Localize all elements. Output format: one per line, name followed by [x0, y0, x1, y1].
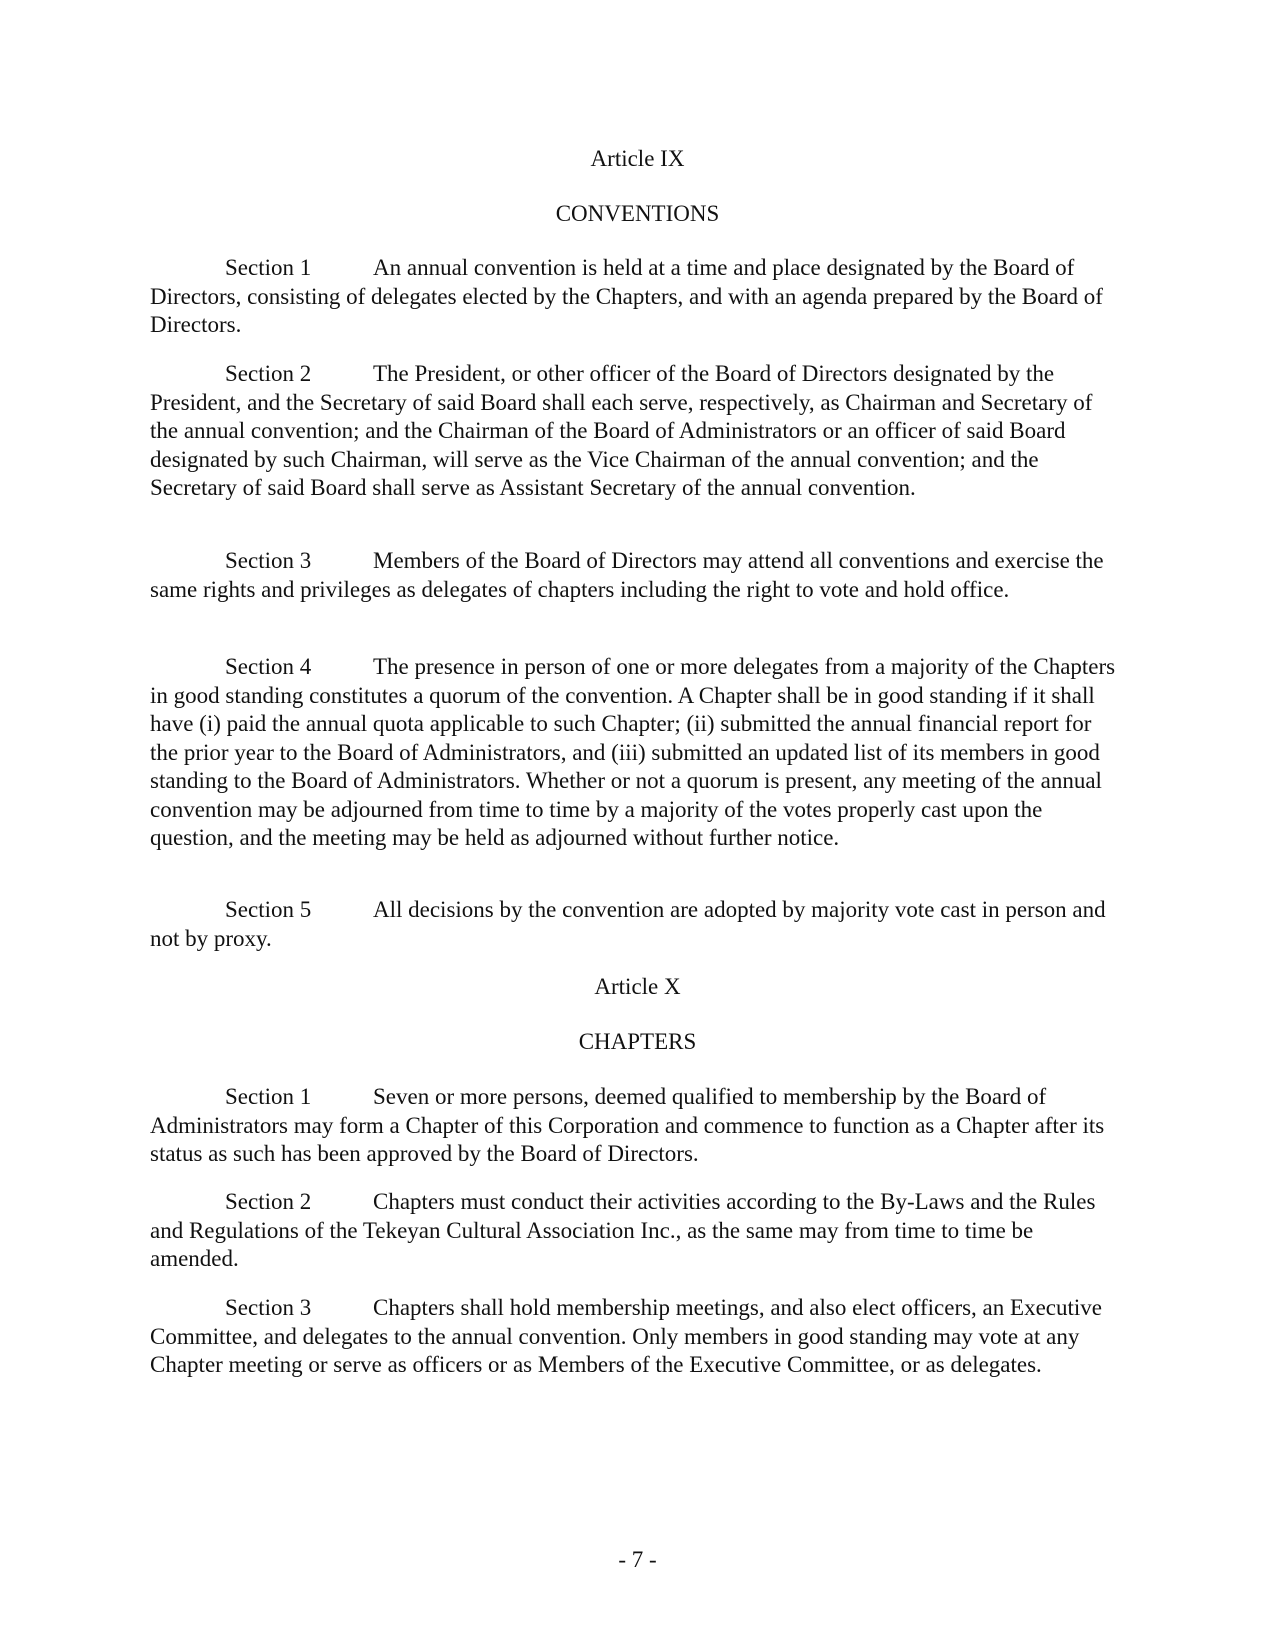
- section-label: Section 1: [225, 255, 312, 280]
- article-x-section-3: [150, 1294, 1125, 1380]
- section-text: The presence in person of one or more delegates from a majority of the Chapters in good standing constitutes a quorum of the convention. A Chapter shall be in good standing if it shall have (i) paid the annual quota applicable to such Chapter; (ii) submitted the annual financial report for the prior year to the Board of Administrators, and (iii) submitted an updated list of its members in good standing to the Board of Administrators. Whether or not a quorum is present, any meeting of the annual convention may be adjourned from time to time by a majority of the votes properly cast upon the question, and the meeting may be held as adjourned without further notice.: [150, 654, 1116, 850]
- section-text: All decisions by the convention are adopted by majority vote cast in person and not by proxy.: [150, 897, 1106, 951]
- section-label: Section 5: [225, 897, 312, 922]
- section-label: Section 1: [225, 1084, 312, 1109]
- article-x-section-1: [150, 1083, 1125, 1169]
- section-label: Section 3: [225, 548, 312, 573]
- article-x-section-2: [150, 1188, 1125, 1274]
- article-ix-section-3: [150, 547, 1125, 604]
- article-ix-section-5: [150, 896, 1125, 953]
- article-ix-subtitle: CONVENTIONS: [555, 201, 720, 226]
- section-text: An annual convention is held at a time and place designated by the Board of Directors, consisting of delegates elected by the Chapters, and with an agenda prepared by the Board of Directors.: [150, 255, 1103, 337]
- section-text: Chapters shall hold membership meetings, and also elect officers, an Executive Committee, and delegates to the annual convention. Only members in good standing may vote at any Chapter meeting or serve as officers or as Members of the Executive Committee, or as delegates.: [150, 1295, 1102, 1377]
- section-text: Chapters must conduct their activities according to the By-Laws and the Rules and Regulations of the Tekeyan Cultural Association Inc., as the same may from time to time be amended.: [150, 1189, 1096, 1271]
- article-ix-section-2: [150, 360, 1125, 503]
- section-text: Seven or more persons, deemed qualified to membership by the Board of Administrators may form a Chapter of this Corporation and commence to function as a Chapter after its status as such has been approved by the Board of Directors.: [150, 1084, 1105, 1166]
- page-number: - 7 -: [618, 1547, 657, 1572]
- article-ix-section-1: [150, 254, 1125, 340]
- article-ix-section-4: [150, 653, 1125, 853]
- section-label: Section 2: [225, 361, 312, 386]
- section-text: Members of the Board of Directors may attend all conventions and exercise the same rights and privileges as delegates of chapters including the right to vote and hold office.: [150, 548, 1104, 602]
- article-x-title: Article X: [594, 974, 681, 999]
- section-text: The President, or other officer of the Board of Directors designated by the President, and the Secretary of said Board shall each serve, respectively, as Chairman and Secretary of the annual convention; and the Chairman of the Board of Administrators or an officer of said Board designated by such Chairman, will serve as the Vice Chairman of the annual convention; and the Secretary of said Board shall serve as Assistant Secretary of the annual convention.: [150, 361, 1093, 500]
- article-ix-title: Article IX: [590, 146, 685, 171]
- section-label: Section 4: [225, 654, 312, 679]
- section-label: Section 3: [225, 1295, 312, 1320]
- article-x-subtitle: CHAPTERS: [578, 1029, 697, 1054]
- section-label: Section 2: [225, 1189, 312, 1214]
